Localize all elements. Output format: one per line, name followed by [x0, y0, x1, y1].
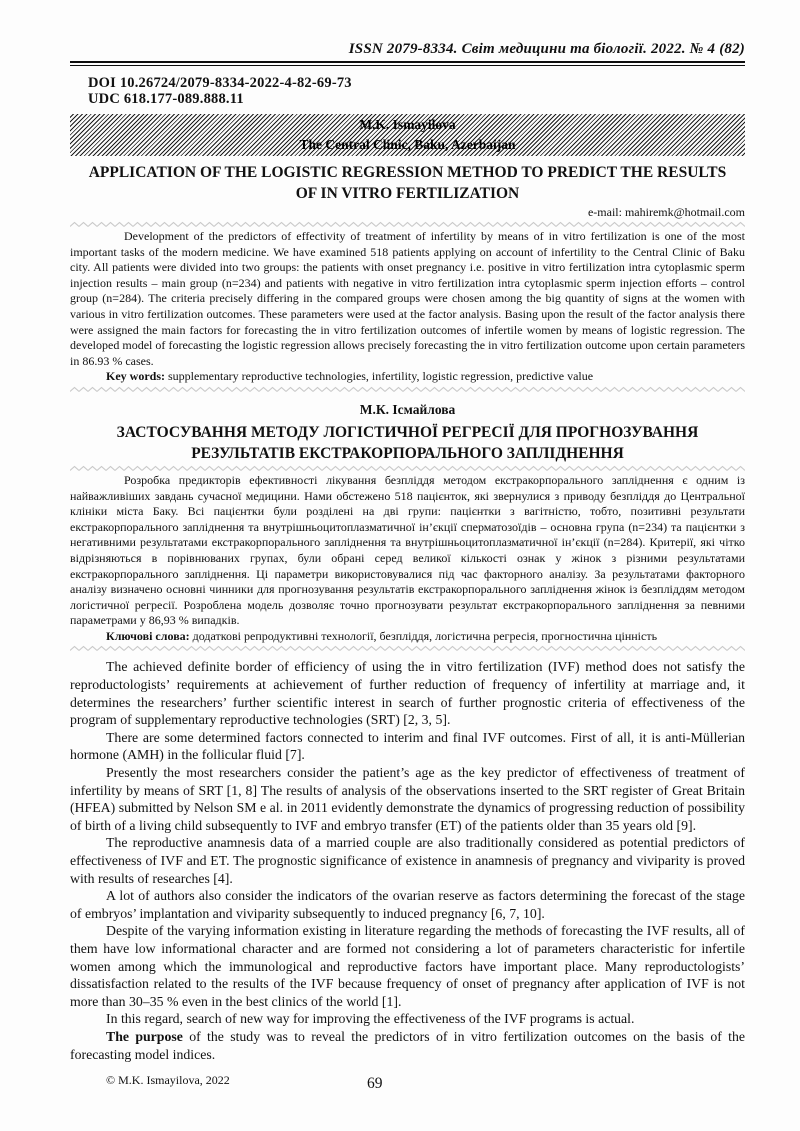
abstract-ua: Розробка предикторів ефективності лікування безпліддя методом екстракорпорального запліднення є одним із найважливіших завдань сучасної медицини. Нами обстежено 518 пацієнток, які звернулися з приводу безпліддя до Центральної клініки міста Баку. Всі пацієнтки були розділені на дві групи: пацієнтки з вагітністю, тобто, позитивні результати екстракорпорального запліднення та внутрішньоцитоплазматичної ін’єкції сперматозоїдів – основна група (n=234) та пацієнтки з негативними результатами екстракорпорального запліднення та внутрішньоцитоплазматичної ін’єкції (n=284). Критерії, які чітко відрізняються в порівнюваних групах, були обрані серед великої кількості ознак у жінок з різними результатами екстракорпорального запліднення. Ці параметри використовувалися під час факторного аналізу. За результатами факторного аналізу визначено основні чинники для прогнозування результатів екстракорпорального запліднення жінок із безпліддям методом логістичної регресії. Розроблена модель дозволяє точно прогнозувати результат екстракорпорального запліднення за певними параметрами у 86,93 % випадків.	[70, 472, 745, 628]
article-body	[70, 658, 745, 1063]
article-meta	[70, 75, 745, 107]
keywords-ua-label: Ключові слова:	[106, 628, 190, 643]
body-paragraph: Presently the most researchers consider the patient’s age as the key predictor of effectiveness of treatment of infertility by means of SRT [1, 8] The results of analysis of the observations inserted to the SRT register of Great Britain (HFEA) submitted by Nelson SM e al. in 2011 evidently demonstrate the dynamics of progressing reduction of possibility of birth of a living child subsequently to IVF and embryo transfer (ET) of the patients older than 35 years old [9].	[70, 765, 745, 833]
body-paragraph: There are some determined factors connected to interim and final IVF outcomes. First of all, it is anti-Müllerian hormone (AMH) in the follicular fluid [7].	[70, 729, 745, 763]
zigzag-divider	[70, 221, 745, 228]
header-double-rule	[70, 61, 745, 66]
body-paragraph: The purpose of the study was to reveal the predictors of in vitro fertilization outcomes on the basis of the forecasting model indices.	[70, 1028, 746, 1062]
article-title-en: APPLICATION OF THE LOGISTIC REGRESSION METHOD TO PREDICT THE RESULTS OF IN VITRO FERTILIZATION	[88, 164, 727, 202]
copyright-line: © M.K. Ismayilova, 2022	[106, 1073, 230, 1088]
zigzag-divider	[70, 465, 745, 472]
body-paragraph: In this regard, search of new way for improving the effectiveness of the IVF programs is actual.	[106, 1011, 635, 1027]
journal-issn-header: ISSN 2079-8334. Світ медицини та біології. 2022. № 4 (82)	[348, 41, 745, 57]
zigzag-divider	[70, 386, 745, 393]
zigzag-divider	[70, 645, 745, 652]
keywords-en-text: supplementary reproductive technologies, infertility, logistic regression, predictive value	[165, 369, 594, 384]
author-affiliation-en: The Central Clinic, Baku, Azerbaijan	[299, 137, 516, 152]
body-paragraph: The reproductive anamnesis data of a married couple are also traditionally considered as potential predictors of effectiveness of IVF and ET. The prognostic significance of existence in anamnesis of pregnancy and viviparity is proved with results of researches [4].	[70, 835, 745, 886]
page-footer	[70, 1071, 745, 1099]
body-paragraph: A lot of authors also consider the indicators of the ovarian reserve as factors determining the forecast of the stage of embryos’ implantation and viviparity subsequently to induced pregnancy [6, 7, 10].	[70, 888, 745, 921]
page-number: 69	[367, 1075, 383, 1093]
doi-line: DOI 10.26724/2079-8334-2022-4-82-69-73	[88, 75, 352, 91]
abstract-en: Development of the predictors of effectivity of treatment of infertility by means of in vitro fertilization is one of the most important tasks of the modern medicine. We have examined 518 patients applying on account of infertility to the Central Clinic of Baku city. All patients were divided into two groups: the patients with onset pregnancy i.e. positive in vitro fertilization intra cytoplasmic sperm injection results – main group (n=234) and patients with negative in vitro fertilization intra cytoplasmic sperm injection efforts – control group (n=284). The criteria precisely differing in the compared groups were chosen among the big quantity of signs at the women with various in vitro fertilization outcomes. These parameters were used at the factor analysis. Basing upon the result of the factor analysis there were assigned the main factors for forecasting the in vitro fertilization outcomes of infertile women by means of logistic regression. The developed model of forecasting the logistic regression allows precisely forecasting the in vitro fertilization outcome upon certain parameters in 86.93 % cases.	[70, 229, 745, 368]
udc-line: UDC 618.177-089.888.11	[88, 91, 244, 107]
email-line: e-mail: mahiremk@hotmail.com	[587, 205, 745, 219]
keywords-ua-text: додаткові репродуктивні технології, безпліддя, логістична регресія, прогностична цінність	[189, 628, 658, 643]
keywords-ua	[70, 629, 745, 645]
author-hatched-block	[70, 114, 745, 156]
body-paragraph: The achieved definite border of efficiency of using the in vitro fertilization (IVF) method does not satisfy the reproductologists’ requirements at achievement of further reduction of frequency of infertility at marriage and, it determines the researchers’ further scientific interest in search of further prognostic criteria of effectiveness of the program of supplementary reproductive technologies (SRT) [2, 3, 5].	[70, 659, 745, 728]
keywords-en-label: Key words:	[106, 369, 165, 384]
author-name-en: M.K. Ismayilova	[359, 117, 456, 132]
article-title-ua: ЗАСТОСУВАННЯ МЕТОДУ ЛОГІСТИЧНОЇ РЕГРЕСІЇ ДЛЯ ПРОГНОЗУВАННЯ РЕЗУЛЬТАТІВ ЕКСТРАКОРПОРАЛЬНОГО ЗАПЛІДНЕННЯ	[116, 423, 699, 462]
author-name-ua: М.К. Ісмайлова	[359, 401, 456, 417]
keywords-en	[70, 369, 745, 385]
body-paragraph: Despite of the varying information existing in literature regarding the methods of forecasting the IVF results, all of them have low informational character and are formed not considering a lot of parameters characteristic for infertile women among which the immunological and reproductive factors have important place. Many reproductologists’ dissatisfaction related to the results of the IVF because frequency of onset of pregnancy after application of IVF is not more than 30–35 % even in the best clinics of the world [1].	[70, 923, 745, 1009]
